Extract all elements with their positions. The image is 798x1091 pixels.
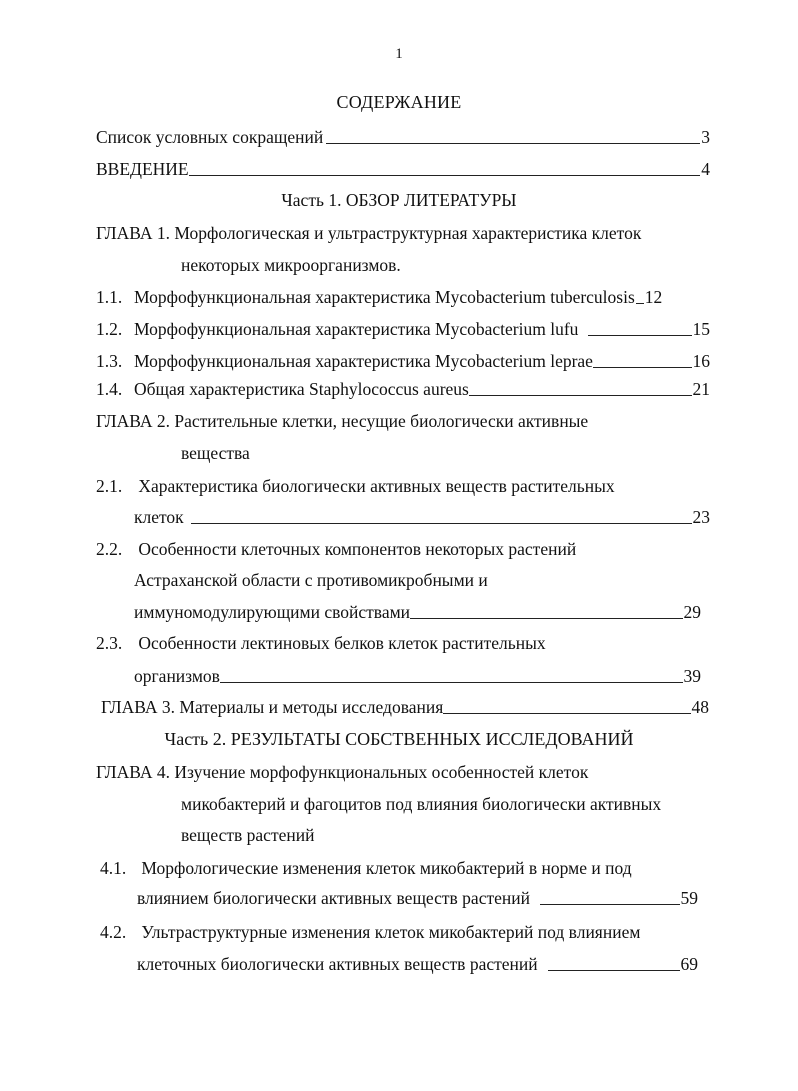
chapter-1-heading-cont[interactable]: некоторых микроорганизмов.	[181, 255, 401, 275]
toc-label: Морфологические изменения клеток микобактерий в норме и под	[141, 858, 632, 878]
toc-entry-1-3[interactable]	[96, 350, 710, 372]
toc-page: 29	[683, 602, 701, 622]
toc-label: Морфофункциональная характеристика Mycobacterium lufu	[134, 319, 579, 339]
chapter-4-heading-cont[interactable]: микобактерий и фагоцитов под влияния биологически активных	[181, 794, 662, 814]
section-number: 4.1.	[100, 858, 127, 878]
toc-page: 3	[701, 127, 710, 147]
toc-entry-1-2[interactable]	[96, 318, 710, 340]
leader-line	[588, 335, 691, 336]
toc-label: Морфофункциональная характеристика Mycobacterium leprae	[134, 351, 593, 371]
page-title: СОДЕРЖАНИЕ	[336, 92, 462, 112]
toc-label: организмов	[134, 666, 220, 686]
toc-entry-2-1-cont[interactable]	[134, 506, 710, 528]
toc-entry-2-3[interactable]	[96, 632, 546, 654]
leader-line	[220, 682, 683, 683]
part-heading-1: Часть 1. ОБЗОР ЛИТЕРАТУРЫ	[281, 190, 517, 210]
section-number: 2.1.	[96, 476, 123, 496]
toc-page: 59	[680, 888, 698, 908]
toc-entry-4-2[interactable]	[100, 921, 640, 943]
section-number: 1.2.	[96, 319, 123, 339]
toc-page: 4	[701, 159, 710, 179]
toc-entry-2-3-cont[interactable]	[134, 665, 701, 687]
leader-line	[469, 395, 692, 396]
toc-entry-1-4[interactable]	[96, 378, 710, 400]
chapter-1-heading[interactable]: ГЛАВА 1. Морфологическая и ультраструктурная характеристика клеток	[96, 223, 642, 243]
toc-label: Морфофункциональная характеристика Mycobacterium tuberculosis	[134, 287, 635, 307]
toc-page: 12	[644, 287, 663, 307]
toc-label: клеточных биологически активных веществ растений	[137, 954, 538, 974]
leader-line	[410, 618, 682, 619]
toc-label: влиянием биологически активных веществ растений	[137, 888, 530, 908]
leader-line	[636, 303, 644, 304]
leader-line	[593, 367, 692, 368]
leader-line	[326, 143, 700, 144]
toc-page: 21	[692, 379, 710, 399]
toc-page: 15	[692, 319, 710, 339]
section-number: 2.2.	[96, 539, 123, 559]
chapter-2-heading[interactable]: ГЛАВА 2. Растительные клетки, несущие биологически активные	[96, 411, 589, 431]
toc-entry-1-1[interactable]	[96, 286, 710, 308]
toc-entry-4-1-cont[interactable]	[137, 887, 698, 909]
section-number: 2.3.	[96, 633, 123, 653]
toc-label: Особенности клеточных компонентов некоторых растений	[138, 539, 577, 559]
toc-label: Особенности лектиновых белков клеток растительных	[138, 633, 546, 653]
leader-line	[189, 175, 701, 176]
part-heading-2: Часть 2. РЕЗУЛЬТАТЫ СОБСТВЕННЫХ ИССЛЕДОВАНИЙ	[164, 729, 634, 749]
toc-label: Общая характеристика Staphylococcus aureus	[134, 379, 469, 399]
section-number: 1.3.	[96, 351, 123, 371]
toc-entry-4-1[interactable]	[100, 857, 632, 879]
toc-label: Список условных сокращений	[96, 127, 324, 147]
toc-page: 48	[691, 697, 709, 717]
toc-label: ВВЕДЕНИЕ	[96, 159, 189, 179]
chapter-4-heading[interactable]: ГЛАВА 4. Изучение морфофункциональных особенностей клеток	[96, 762, 589, 782]
toc-entry-2-1[interactable]	[96, 475, 615, 497]
section-number: 1.4.	[96, 379, 123, 399]
leader-line	[540, 904, 680, 905]
section-number: 4.2.	[100, 922, 127, 942]
toc-entry-abbreviations[interactable]	[96, 126, 710, 148]
toc-label: Ультраструктурные изменения клеток микобактерий под влиянием	[141, 922, 641, 942]
leader-line	[191, 523, 692, 524]
toc-entry-2-2-cont2[interactable]	[134, 601, 701, 623]
toc-label: Характеристика биологически активных веществ растительных	[138, 476, 615, 496]
toc-entry-2-2[interactable]	[96, 538, 576, 560]
leader-line	[443, 713, 690, 714]
toc-label: ГЛАВА 3. Материалы и методы исследования	[101, 697, 444, 717]
page-number: 1	[395, 46, 403, 62]
chapter-4-heading-cont2[interactable]: веществ растений	[181, 825, 315, 845]
chapter-2-heading-cont[interactable]: вещества	[181, 443, 250, 463]
leader-line	[548, 970, 680, 971]
toc-entry-4-2-cont[interactable]	[137, 953, 698, 975]
toc-entry-introduction[interactable]	[96, 158, 710, 180]
toc-entry-2-2-cont[interactable]: Астраханской области с противомикробными и	[134, 570, 488, 590]
toc-page: 69	[680, 954, 698, 974]
toc-page: 16	[692, 351, 710, 371]
toc-label: иммуномодулирующими свойствами	[134, 602, 411, 622]
toc-page: 23	[692, 507, 710, 527]
toc-label: клеток	[134, 507, 184, 527]
toc-page: 39	[683, 666, 701, 686]
toc-entry-chapter-3[interactable]	[101, 696, 709, 718]
section-number: 1.1.	[96, 287, 123, 307]
